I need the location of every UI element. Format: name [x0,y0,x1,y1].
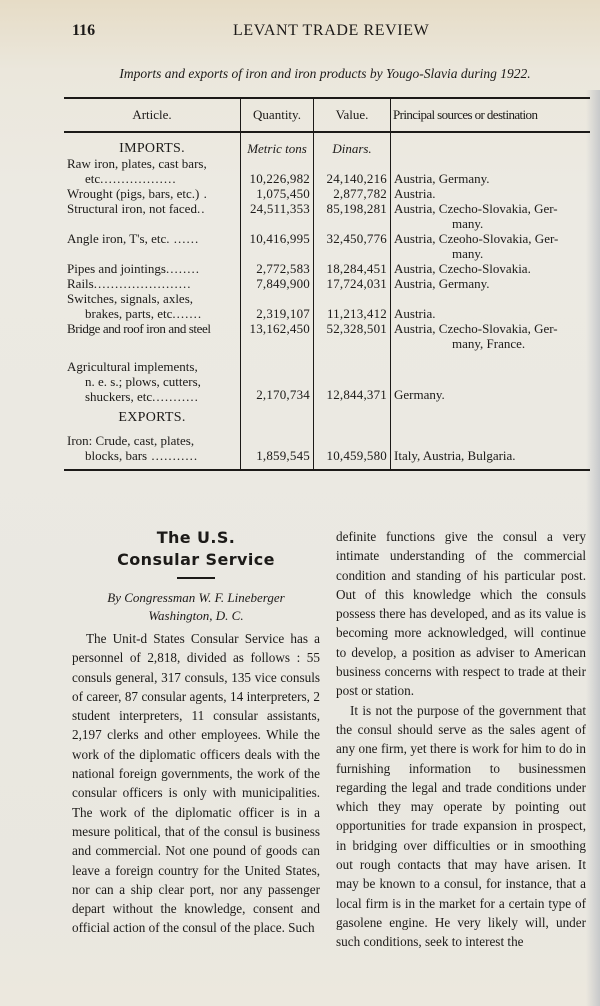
quantity-cell: 2,772,583 [241,261,314,276]
source-cell: Italy, Austria, Bulgaria. [391,433,591,470]
title-divider [177,577,215,579]
unit-quantity: Metric tons [241,132,314,156]
source-cell: Austria, Germany. [391,276,591,291]
article-paragraph: It is not the purpose of the government that the consul should serve as the sales agent of any one firm, yet there is work for him to do in furnishing information to businessmen regarding the legal and trade conditions under which they may operate by pointing out opportunities for trade expansion in prospect, in bridging over difficulties or in smoothing out rough contacts that may have arisen. It may be known to a consul, for instance, that a local firm is in the market for a certain type of gasolene engine. He very likely will, under such conditions, seek to interest the [336,702,586,950]
table-row: Rails....................... 7,849,900 17,724,031 Austria, Germany. [64,276,590,291]
unit-value: Dinars. [314,132,391,156]
iron-trade-table [64,97,590,471]
article-paragraph: definite functions give the consul a very intimate understanding of the commercial condition and standing of his particular post. Out of this knowledge which the consuls possess there has developed, and as its value is becoming more acknowledged, will continue to develop, a position as adviser to American business concerns with respect to trade at their post or station. [336,529,586,699]
value-cell: 32,450,776 [314,231,391,261]
value-cell: 52,328,501 [314,321,391,351]
value-cell: 12,844,371 [314,351,391,404]
source-cell: Austria, Czecho-Slovakia, Ger- many. [391,201,591,231]
article-column-left [72,527,320,938]
value-cell: 24,140,216 [314,156,391,186]
article-name: Iron: Crude, cast, plates, [67,433,195,448]
value-cell: 10,459,580 [314,433,391,470]
value-cell: 11,213,412 [314,291,391,321]
quantity-cell: 10,226,982 [241,156,314,186]
page-number: 116 [72,22,96,39]
article-paragraph: The Unit‑d States Consular Service has a personnel of 2,818, divided as follows : 55 consuls general, 317 consuls, 135 vice consuls of career, 87 consular agents, 14 interpreters, 2 student interpreters, 11 consular assistants, 2,197 clerks and other employees. While the work of the diplomatic officers deals with the national foreign governments, the work of the consular officers is only with municipalities. The work of the diplomatic officer is in a mesure political, that of the consul is business and commercial. Not one pound of goods can leave a foreign country for the United States, nor can a ship clear port, nor any passenger depart without the knowledge, consent and official action of the consul of the place. Such [72,631,320,936]
section-label-exports: EXPORTS. [118,410,186,425]
table-row: Structural iron, not faced.. 24,511,353 85,198,281 Austria, Czecho-Slovakia, Ger- many. [64,201,590,231]
section-label-imports: IMPORTS. [119,141,185,156]
article-name: Structural iron, not faced [67,201,197,216]
value-cell: 18,284,451 [314,261,391,276]
table-row: Raw iron, plates, cast bars, etc.................. 10,226,982 24,140,216 Austria, Germany. [64,156,590,186]
running-title: LEVANT TRADE REVIEW [233,22,430,39]
quantity-cell: 1,859,545 [241,433,314,470]
article-column-right [336,527,586,952]
quantity-cell: 1,075,450 [241,186,314,201]
section-row-exports [64,404,590,433]
article-name: Angle iron, T's, etc. [67,231,170,246]
article-name: Bridge and roof iron and steel [67,321,211,336]
column-header-value: Value. [314,98,391,132]
table-row: Wrought (pigs, bars, etc.) . 1,075,450 2,877,782 Austria. [64,186,590,201]
table-header-row [64,98,590,132]
page-header [66,22,580,44]
value-cell: 17,724,031 [314,276,391,291]
source-cell: Austria, Czeoho-Slovakia, Ger- many. [391,231,591,261]
table-row [64,321,590,351]
quantity-cell: 2,170,734 [241,351,314,404]
table-caption: Imports and exports of iron and iron products by Yougo-Slavia during 1922. [119,66,531,81]
quantity-cell: 10,416,995 [241,231,314,261]
table-row: Angle iron, T's, etc. ...... 10,416,995 32,450,776 Austria, Czeoho-Slovakia, Ger- many. [64,231,590,261]
column-header-sources: Principal sources or destination [391,98,591,132]
value-cell: 85,198,281 [314,201,391,231]
source-cell: Austria. [391,291,591,321]
quantity-cell: 13,162,450 [241,321,314,351]
source-cell: Germany. [391,351,591,404]
section-row-imports [64,132,590,156]
article-name: Rails [67,276,94,291]
source-cell: Austria. [391,186,591,201]
article-name: Pipes and jointings [67,261,166,276]
value-cell: 2,877,782 [314,186,391,201]
quantity-cell: 7,849,900 [241,276,314,291]
article-name: Switches, signals, axles, [67,291,194,306]
source-cell: Austria, Czecho-Slovakia, Ger- many, France. [391,321,591,351]
article-name: Agricultural implements, [67,359,198,374]
column-header-quantity: Quantity. [241,98,314,132]
column-header-article: Article. [64,98,241,132]
quantity-cell: 24,511,353 [241,201,314,231]
article-name: Wrought (pigs, bars, etc.) [67,186,200,201]
source-cell: Austria, Germany. [391,156,591,186]
table-row: Pipes and jointings........ 2,772,583 18,284,451 Austria, Czecho-Slovakia. [64,261,590,276]
source-cell: Austria, Czecho-Slovakia. [391,261,591,276]
article-title: The U.S. Consular Service [117,528,275,569]
table-row: Switches, signals, axles, brakes, parts, etc....... 2,319,107 11,213,412 Austria. [64,291,590,321]
article-byline: By Congressman W. F. Lineberger Washington, D. C. [107,590,285,623]
table-row: Iron: Crude, cast, plates, blocks, bars ........... 1,859,545 10,459,580 Italy, Austria, Bulgaria. [64,433,590,470]
article-name: Raw iron, plates, cast bars, [67,156,207,171]
table-row: Agricultural implements, n. e. s.; plows, cutters, shuckers, etc........... 2,170,734 12,844,371 Germany. [64,351,590,404]
quantity-cell: 2,319,107 [241,291,314,321]
